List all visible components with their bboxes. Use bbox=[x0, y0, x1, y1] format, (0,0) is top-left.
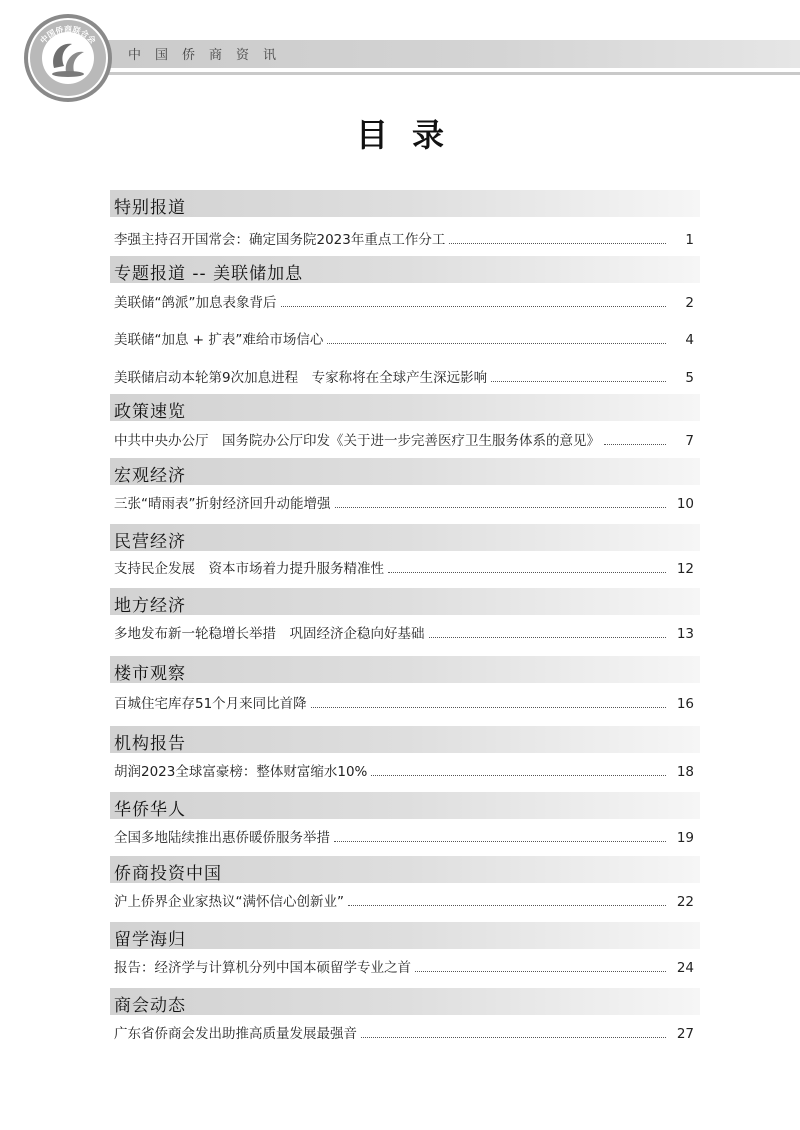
section-header: 侨商投资中国 bbox=[110, 856, 700, 883]
section-header: 民营经济 bbox=[110, 524, 700, 551]
toc-entry[interactable]: 三张“晴雨表”折射经济回升动能增强 10 bbox=[114, 496, 694, 512]
toc-entry[interactable]: 美联储“鸽派”加息表象背后 2 bbox=[114, 295, 694, 311]
svg-text:中国侨商联合会: 中国侨商联合会 bbox=[38, 25, 98, 46]
toc-entry[interactable]: 百城住宅库存51个月来同比首降 16 bbox=[114, 696, 694, 712]
section-header: 楼市观察 bbox=[110, 656, 700, 683]
section-header: 宏观经济 bbox=[110, 458, 700, 485]
section-header: 华侨华人 bbox=[110, 792, 700, 819]
section-header: 特别报道 bbox=[110, 190, 700, 217]
toc-entry[interactable]: 中共中央办公厅 国务院办公厅印发《关于进一步完善医疗卫生服务体系的意见》 7 bbox=[114, 433, 694, 449]
section-header: 地方经济 bbox=[110, 588, 700, 615]
toc-entry[interactable]: 支持民企发展 资本市场着力提升服务精准性 12 bbox=[114, 561, 694, 577]
page-title: 目录 bbox=[355, 116, 468, 154]
logo-icon bbox=[20, 10, 116, 106]
section-header: 政策速览 bbox=[110, 394, 700, 421]
toc-entry[interactable]: 广东省侨商会发出助推高质量发展最强音 27 bbox=[114, 1026, 694, 1042]
toc-entry[interactable]: 美联储“加息 + 扩表”难给市场信心 4 bbox=[114, 332, 694, 348]
toc-entry[interactable]: 李强主持召开国常会：确定国务院2023年重点工作分工 1 bbox=[114, 232, 694, 248]
toc-entry[interactable]: 报告：经济学与计算机分列中国本硕留学专业之首 24 bbox=[114, 960, 694, 976]
section-header: 机构报告 bbox=[110, 726, 700, 753]
toc-entry[interactable]: 多地发布新一轮稳增长举措 巩固经济企稳向好基础 13 bbox=[114, 626, 694, 642]
toc-entry[interactable]: 胡润2023全球富豪榜：整体财富缩水10% 18 bbox=[114, 764, 694, 780]
section-header: 商会动态 bbox=[110, 988, 700, 1015]
section-header: 留学海归 bbox=[110, 922, 700, 949]
toc-entry[interactable]: 全国多地陆续推出惠侨暖侨服务举措 19 bbox=[114, 830, 694, 846]
toc-entry[interactable]: 沪上侨界企业家热议“满怀信心创新业” 22 bbox=[114, 894, 694, 910]
toc-entry[interactable]: 美联储启动本轮第9次加息进程 专家称将在全球产生深远影响 5 bbox=[114, 370, 694, 386]
section-header: 专题报道 -- 美联储加息 bbox=[110, 256, 700, 283]
header-line bbox=[90, 72, 800, 75]
header-title: 中国侨商资讯 bbox=[128, 48, 291, 63]
